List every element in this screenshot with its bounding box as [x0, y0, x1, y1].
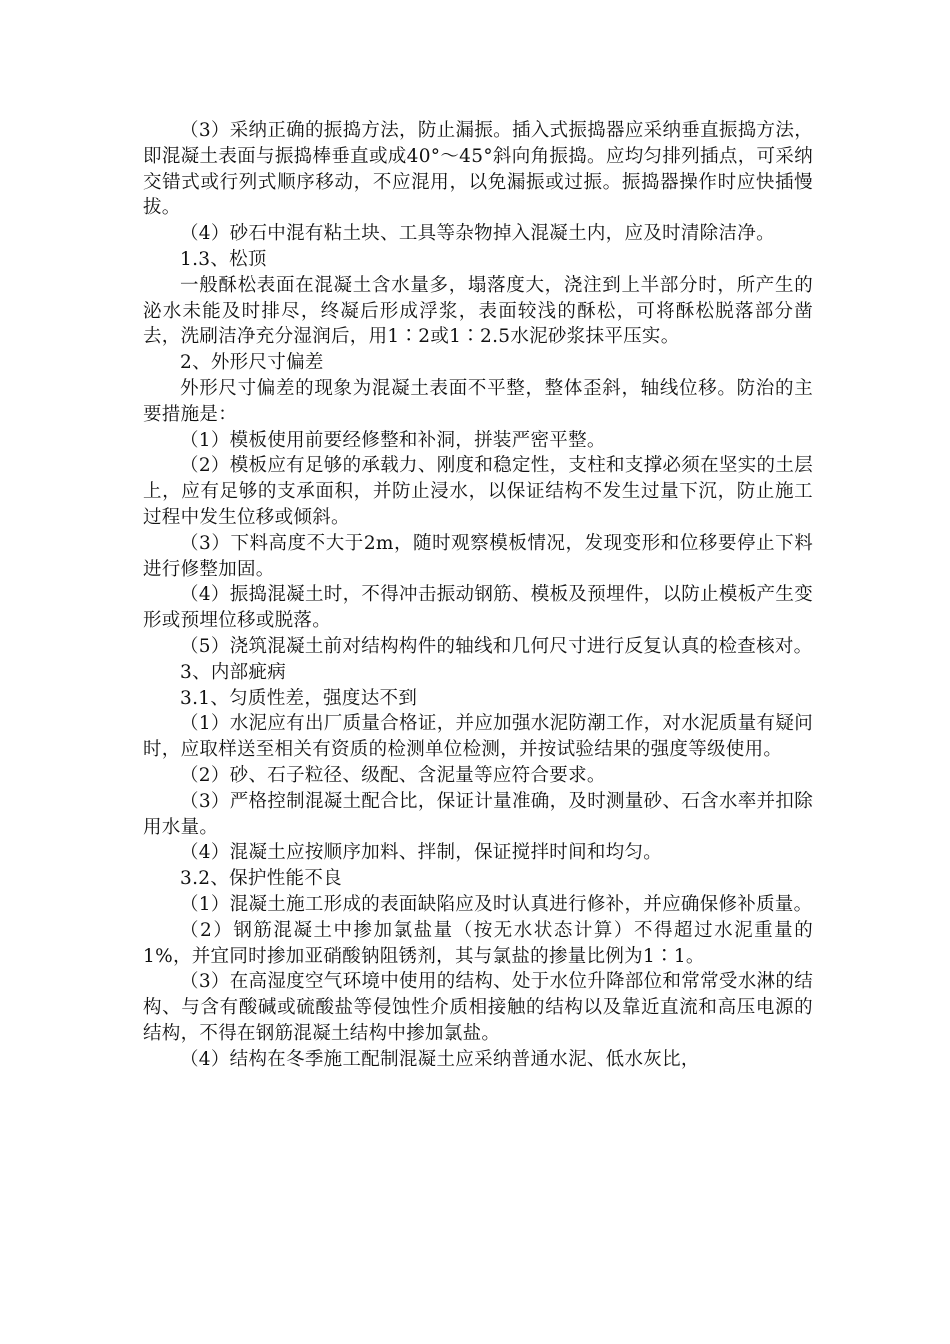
section-heading: 3、内部疵病 [180, 661, 287, 683]
section-heading: 2、外形尺寸偏差 [180, 352, 324, 374]
paragraph: （3）采纳正确的振捣方法，防止漏振。插入式振捣器应采纳垂直振捣方法，即混凝土表面与振捣棒垂直或成40°～45°斜向角振捣。应均匀排列插点，可采纳交错式或行列式顺序移动，不应混用，以免漏振或过振。振捣器操作时应快插慢拔。 [143, 120, 813, 219]
paragraph: （1）混凝土施工形成的表面缺陷应及时认真进行修补，并应确保修补质量。 [180, 893, 813, 915]
paragraph: （3）严格控制混凝土配合比，保证计量准确，及时测量砂、石含水率并扣除用水量。 [143, 790, 813, 838]
paragraph: （2）模板应有足够的承载力、刚度和稳定性，支柱和支撑必须在坚实的土层上，应有足够的支承面积，并防止浸水，以保证结构不发生过量下沉，防止施工过程中发生位移或倾斜。 [143, 455, 813, 528]
paragraph: （3）下料高度不大于2m，随时观察模板情况，发现变形和位移要停止下料进行修整加固。 [143, 532, 813, 580]
paragraph: 一般酥松表面在混凝土含水量多，塌落度大，浇注到上半部分时，所产生的泌水未能及时排尽，终凝后形成浮浆，表面较浅的酥松，可将酥松脱落部分凿去，洗刷洁净充分湿润后，用1∶2或1∶2.5水泥砂浆抹平压实。 [143, 274, 813, 348]
paragraph: （1）模板使用前要经修整和补洞，拼装严密平整。 [180, 429, 606, 451]
paragraph: （4）砂石中混有粘土块、工具等杂物掉入混凝土内，应及时清除洁净。 [180, 223, 775, 245]
paragraph: （4）振捣混凝土时，不得冲击振动钢筋、模板及预埋件，以防止模板产生变形或预埋位移或脱落。 [143, 584, 813, 632]
document-body [143, 118, 813, 1072]
paragraph: （1）水泥应有出厂质量合格证，并应加强水泥防潮工作，对水泥质量有疑问时，应取样送至相关有资质的检测单位检测，并按试验结果的强度等级使用。 [143, 713, 813, 761]
paragraph: （4）结构在冬季施工配制混凝土应采纳普通水泥、低水灰比， [180, 1048, 700, 1070]
paragraph: （4）混凝土应按顺序加料、拌制，保证搅拌时间和均匀。 [180, 842, 663, 864]
section-heading: 1.3、松顶 [180, 248, 267, 270]
paragraph: （5）浇筑混凝土前对结构构件的轴线和几何尺寸进行反复认真的检查核对。 [180, 635, 813, 657]
paragraph: （2）钢筋混凝土中掺加氯盐量（按无水状态计算）不得超过水泥重量的1%，并宜同时掺加亚硝酸钠阻锈剂，其与氯盐的掺量比例为1∶1。 [143, 919, 813, 967]
section-heading: 3.1、匀质性差，强度达不到 [180, 687, 418, 709]
paragraph: （2）砂、石子粒径、级配、含泥量等应符合要求。 [180, 764, 606, 786]
paragraph: 外形尺寸偏差的现象为混凝土表面不平整，整体歪斜，轴线位移。防治的主要措施是： [143, 377, 813, 425]
paragraph: （3）在高湿度空气环境中使用的结构、处于水位升降部位和常常受水淋的结构、与含有酸碱或硫酸盐等侵蚀性介质相接触的结构以及靠近直流和高压电源的结构，不得在钢筋混凝土结构中掺加氯盐。 [143, 971, 813, 1044]
section-heading: 3.2、保护性能不良 [180, 868, 342, 890]
